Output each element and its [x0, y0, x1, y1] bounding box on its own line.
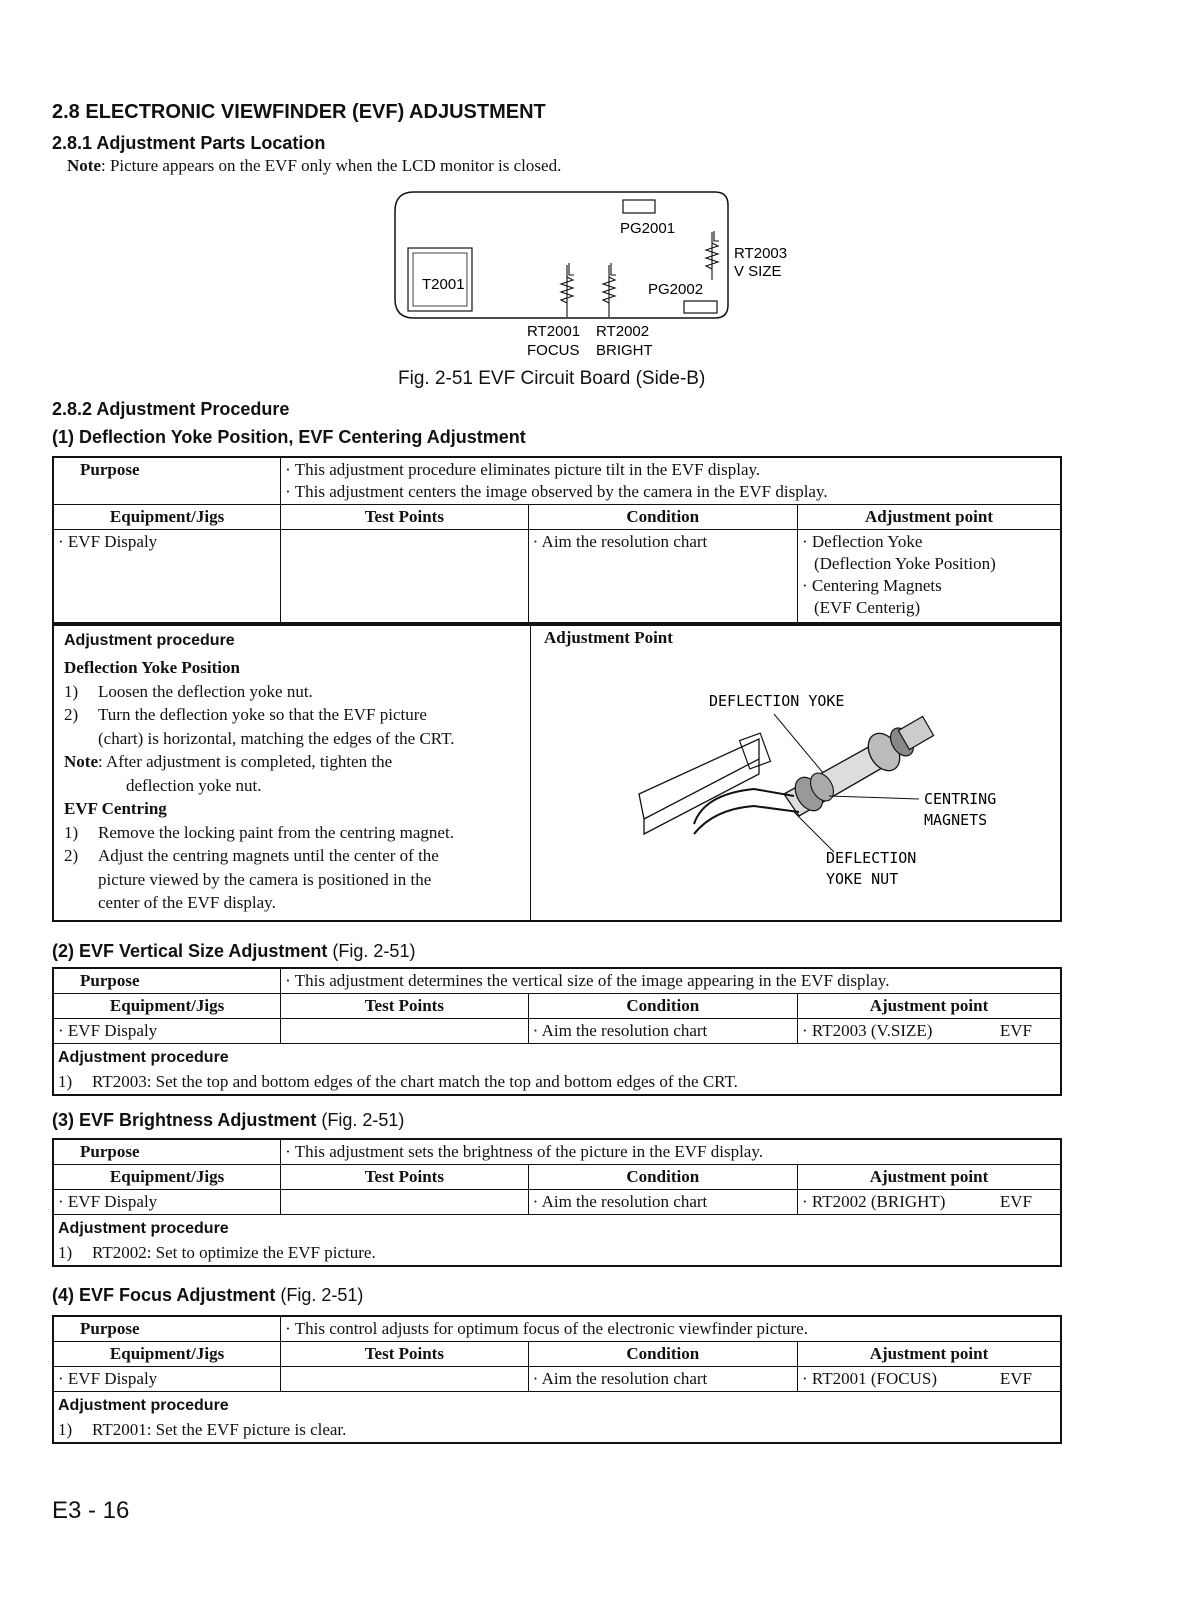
- adj-point-line: (EVF Centerig): [813, 598, 921, 617]
- table-row: [53, 1165, 1061, 1190]
- sec1-title: (1) Deflection Yoke Position, EVF Centering Adjustment: [52, 427, 526, 447]
- parts-location-note: [67, 156, 561, 176]
- purpose-header: Purpose: [53, 1139, 281, 1165]
- adjustment-point-header: Adjustment point: [797, 505, 1061, 530]
- adjustment-point-header: Ajustment point: [798, 1165, 1062, 1190]
- sec2-title: (2) EVF Vertical Size Adjustment (Fig. 2-51): [52, 941, 416, 961]
- test-points-header: Test Points: [281, 994, 528, 1019]
- table-row: [53, 530, 1061, 625]
- parts-location-title: 2.8.1 Adjustment Parts Location: [52, 133, 326, 153]
- condition-cell: · Aim the resolution chart: [528, 1019, 797, 1044]
- rt2003-label: RT2003: [734, 245, 788, 262]
- magnets-label: MAGNETS: [924, 811, 988, 829]
- rt2001-label: RT2001: [527, 323, 581, 340]
- procedure-step: 1) RT2003: Set the top and bottom edges of the chart match the top and bottom edges of the CRT.: [58, 1072, 738, 1091]
- deflection-yoke-diagram: [634, 684, 1044, 914]
- adjustment-point-cell: · RT2003 (V.SIZE) EVF: [798, 1019, 1062, 1044]
- condition-header: Condition: [528, 1165, 797, 1190]
- focus-label: FOCUS: [527, 342, 580, 359]
- procedure-cell: Adjustment procedure 1) RT2002: Set to optimize the EVF picture.: [53, 1215, 1061, 1267]
- purpose-cell: · This adjustment determines the vertical size of the image appearing in the EVF display.: [281, 968, 1061, 994]
- equipment-cell: · EVF Dispaly: [53, 1019, 281, 1044]
- equipment-header: Equipment/Jigs: [53, 1342, 281, 1367]
- page-number: E3 - 16: [52, 1497, 130, 1524]
- equipment-header: Equipment/Jigs: [53, 994, 281, 1019]
- deflection-yoke-label: DEFLECTION YOKE: [709, 692, 845, 710]
- pg2002-label: PG2002: [648, 281, 704, 298]
- figure-caption: Fig. 2-51 EVF Circuit Board (Side-B): [398, 368, 706, 389]
- adjustment-point-heading: Adjustment Point: [544, 628, 673, 647]
- table-row: [53, 1392, 1061, 1444]
- condition-cell: · Aim the resolution chart: [528, 530, 797, 625]
- purpose-cell: · This control adjusts for optimum focus of the electronic viewfinder picture.: [281, 1316, 1061, 1342]
- table-row: [53, 1316, 1061, 1342]
- pg2001-label: PG2001: [620, 220, 676, 237]
- equipment-header: Equipment/Jigs: [53, 505, 281, 530]
- rt2003-trimmer: [706, 231, 719, 280]
- sec3-table: [52, 1138, 1062, 1267]
- sec3-title: (3) EVF Brightness Adjustment (Fig. 2-51): [52, 1110, 405, 1130]
- dyp-step-cont: (chart) is horizontal, matching the edges of the CRT.: [98, 728, 455, 748]
- section-title: 2.8 ELECTRONIC VIEWFINDER (EVF) ADJUSTMENT: [52, 101, 546, 123]
- sec1-table: [52, 456, 1062, 626]
- purpose-cell: · This adjustment sets the brightness of the picture in the EVF display.: [281, 1139, 1061, 1165]
- table-row: [53, 1215, 1061, 1267]
- pg2002-connector: [684, 301, 717, 313]
- centring-step-cont: picture viewed by the camera is positioned in the: [98, 869, 432, 889]
- dyp-note-cont: deflection yoke nut.: [126, 775, 262, 795]
- vsize-label: V SIZE: [734, 263, 782, 280]
- rt2002-label: RT2002: [596, 323, 650, 340]
- procedure-step: 1) RT2002: Set to optimize the EVF picture.: [58, 1243, 376, 1262]
- adj-point-line: · Deflection Yoke: [802, 531, 1056, 553]
- centring-label: CENTRING: [924, 790, 997, 808]
- sec1-procedure-box: [52, 622, 1062, 922]
- purpose-header: Purpose: [53, 457, 281, 505]
- purpose-line: · This adjustment procedure eliminates picture tilt in the EVF display.: [285, 459, 1056, 481]
- sec2-table: [52, 967, 1062, 1096]
- adjustment-point-header: Ajustment point: [798, 994, 1062, 1019]
- adjustment-point-header: Ajustment point: [798, 1342, 1062, 1367]
- test-points-cell: [281, 1190, 528, 1215]
- adjustment-point-cell: [797, 530, 1061, 625]
- table-row: [53, 1342, 1061, 1367]
- equipment-header: Equipment/Jigs: [53, 1165, 281, 1190]
- condition-cell: · Aim the resolution chart: [528, 1190, 797, 1215]
- table-row: [53, 457, 1061, 505]
- board-outline: [395, 192, 728, 318]
- bright-label: BRIGHT: [596, 342, 653, 359]
- purpose-line: · This adjustment centers the image observed by the camera in the EVF display.: [285, 481, 1056, 503]
- table-row: [53, 1139, 1061, 1165]
- centring-step: 2) Adjust the centring magnets until the center of the: [64, 846, 439, 865]
- table-row: [53, 1019, 1061, 1044]
- note-text: : Picture appears on the EVF only when the LCD monitor is closed.: [100, 156, 562, 175]
- test-points-cell: [281, 1367, 528, 1392]
- table-row: [53, 1367, 1061, 1392]
- centring-step: 1) Remove the locking paint from the centring magnet.: [64, 822, 454, 842]
- pg2001-connector: [623, 200, 655, 213]
- centring-step-cont: center of the EVF display.: [98, 893, 276, 912]
- note-label: Note: [67, 156, 101, 175]
- dyp-step: 2) Turn the deflection yoke so that the EVF picture: [64, 705, 427, 724]
- test-points-header: Test Points: [281, 505, 528, 530]
- equipment-cell: · EVF Dispaly: [53, 1367, 281, 1392]
- adjustment-point-cell: · RT2001 (FOCUS) EVF: [798, 1367, 1062, 1392]
- condition-header: Condition: [528, 994, 797, 1019]
- adj-point-line: · Centering Magnets: [802, 575, 1056, 597]
- condition-cell: · Aim the resolution chart: [528, 1367, 797, 1392]
- test-points-cell: [281, 1019, 528, 1044]
- table-row: [53, 994, 1061, 1019]
- adjustment-point-cell: · RT2002 (BRIGHT) EVF: [798, 1190, 1062, 1215]
- procedure-title: 2.8.2 Adjustment Procedure: [52, 399, 290, 419]
- centring-heading: EVF Centring: [64, 799, 167, 818]
- procedure-cell: Adjustment procedure 1) RT2001: Set the EVF picture is clear.: [53, 1392, 1061, 1444]
- table-row: [53, 505, 1061, 530]
- dyp-heading: Deflection Yoke Position: [64, 658, 240, 677]
- t2001-label: T2001: [422, 276, 465, 293]
- equipment-cell: · EVF Dispaly: [53, 530, 281, 625]
- adjustment-procedure-label: Adjustment procedure: [64, 632, 235, 649]
- sec4-table: [52, 1315, 1062, 1444]
- table-row: [53, 968, 1061, 994]
- test-points-cell: [281, 530, 528, 625]
- procedure-cell: Adjustment procedure 1) RT2003: Set the top and bottom edges of the chart match the top and bottom edges of the CRT.: [53, 1044, 1061, 1096]
- condition-header: Condition: [528, 505, 797, 530]
- procedure-step: 1) RT2001: Set the EVF picture is clear.: [58, 1420, 347, 1439]
- sec1-procedure-text: [64, 632, 524, 915]
- deflection-label: DEFLECTION: [826, 849, 917, 867]
- evf-circuit-board-figure: [380, 185, 810, 385]
- dyp-note: Note: After adjustment is completed, tighten the: [64, 752, 393, 771]
- purpose-cell: [281, 457, 1061, 505]
- table-row: [53, 1190, 1061, 1215]
- rt2002-trimmer: [603, 263, 616, 317]
- dyp-step: 1) Loosen the deflection yoke nut.: [64, 681, 313, 701]
- test-points-header: Test Points: [281, 1342, 528, 1367]
- table-row: [53, 1044, 1061, 1096]
- condition-header: Condition: [528, 1342, 797, 1367]
- purpose-header: Purpose: [53, 968, 281, 994]
- sec4-title: (4) EVF Focus Adjustment (Fig. 2-51): [52, 1285, 364, 1305]
- purpose-header: Purpose: [53, 1316, 281, 1342]
- rt2001-trimmer: [561, 263, 574, 317]
- test-points-header: Test Points: [281, 1165, 528, 1190]
- yoke-nut-label: YOKE NUT: [826, 870, 899, 888]
- equipment-cell: · EVF Dispaly: [53, 1190, 281, 1215]
- adj-point-line: (Deflection Yoke Position): [813, 554, 996, 573]
